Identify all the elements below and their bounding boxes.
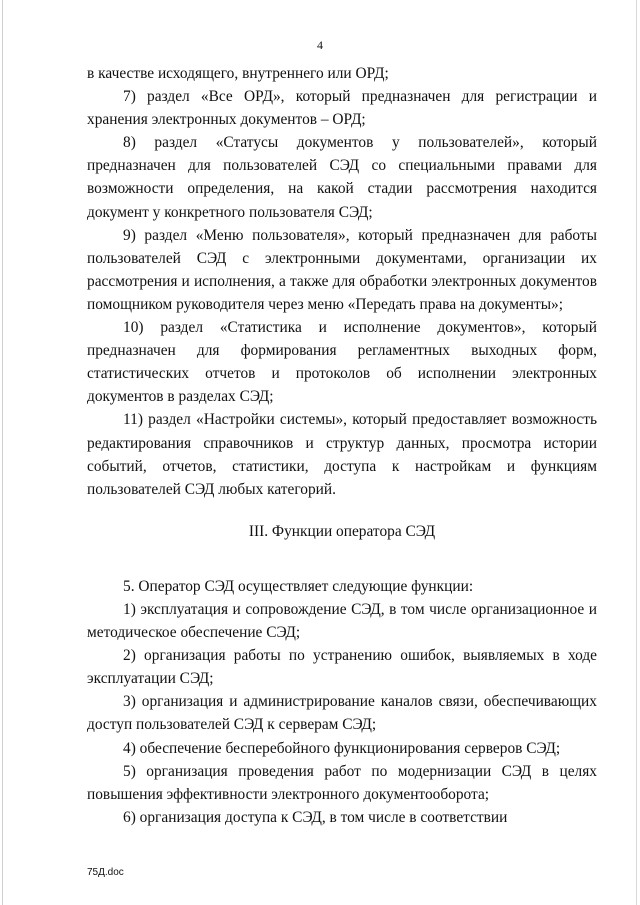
scan-right-edge [636, 0, 637, 905]
list-item-9: 9) раздел «Меню пользователя», который предназначен для работы пользователей СЭД с электронными документами, организации их рассмотрения и исполнения, а также для обработки электронных документов помощником руководителя через меню «Передать права на документы»; [87, 226, 597, 313]
function-item-3: 3) организация и администрирование каналов связи, обеспечивающих доступ пользователей СЭД к серверам СЭД; [87, 693, 597, 734]
document-body [87, 62, 597, 829]
list-item-11: 11) раздел «Настройки системы», который предоставляет возможность редактирования справочников и структур данных, просмотра истории событий, отчетов, статистики, доступа к настройкам и функциям пользователей СЭД любых категорий. [87, 411, 597, 498]
footer-filename: 75Д.doc [87, 867, 124, 878]
function-item-5: 5) организация проведения работ по модернизации СЭД в целях повышения эффективности электронного документооборота; [87, 762, 597, 803]
list-item-8: 8) раздел «Статусы документов у пользователей», который предназначен для пользователей СЭД со специальными правами для возможности определения, на какой стадии рассмотрения находится документ у конкретного пользователя СЭД; [87, 134, 597, 221]
clause-5-intro: 5. Оператор СЭД осуществляет следующие функции: [123, 577, 474, 595]
scan-left-edge [2, 0, 3, 905]
list-item-7: 7) раздел «Все ОРД», который предназначен для регистрации и хранения электронных документов – ОРД; [87, 88, 597, 129]
list-item-10: 10) раздел «Статистика и исполнение документов», который предназначен для формирования регламентных выходных форм, статистических отчетов и протоколов об исполнении электронных документов в разделах СЭД; [87, 319, 597, 406]
function-item-6: 6) организация доступа к СЭД, в том числе в соответствии [123, 808, 508, 826]
paragraph-continuation: в качестве исходящего, внутреннего или ОРД; [87, 65, 389, 82]
page-number: 4 [317, 38, 323, 52]
function-item-2: 2) организация работы по устранению ошибок, выявляемых в ходе эксплуатации СЭД; [87, 647, 597, 688]
function-item-4: 4) обеспечение бесперебойного функционирования серверов СЭД; [123, 739, 561, 757]
section-heading: III. Функции оператора СЭД [248, 522, 436, 540]
function-item-1: 1) эксплуатация и сопровождение СЭД, в том числе организационное и методическое обеспечение СЭД; [87, 600, 597, 642]
